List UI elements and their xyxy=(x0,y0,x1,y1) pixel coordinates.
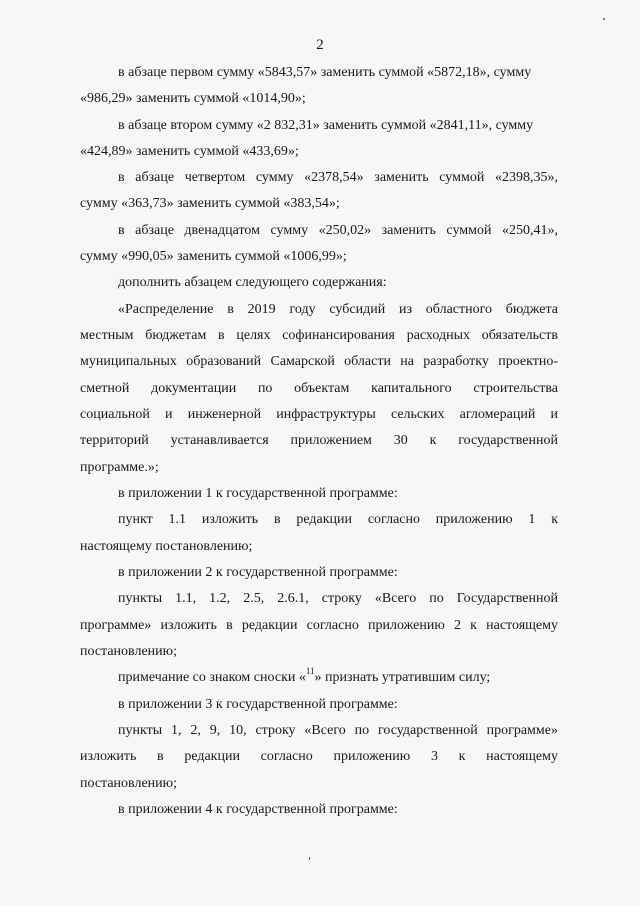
text-line: в абзаце первом сумму «5843,57» заменить суммой «5872,18», сумму xyxy=(118,65,532,80)
scan-speck xyxy=(309,857,310,860)
text-line: местным бюджетам в целях софинансирования расходных обязательств xyxy=(80,328,558,343)
text-line: в приложении 1 к государственной программе: xyxy=(118,486,398,501)
scan-speck xyxy=(603,18,605,20)
text-line: постановлению; xyxy=(80,644,178,659)
text-line: программе.»; xyxy=(80,460,159,475)
page-number: 2 xyxy=(316,37,324,53)
text-line: в приложении 4 к государственной программе: xyxy=(118,802,398,817)
text-line: пункты 1, 2, 9, 10, строку «Всего по государственной программе» xyxy=(118,723,558,738)
text-line: изложить в редакции согласно приложению 3 к настоящему xyxy=(80,749,558,764)
text-line: пункт 1.1 изложить в редакции согласно приложению 1 к xyxy=(118,512,558,527)
text-line: социальной и инженерной инфраструктуры сельских агломераций и xyxy=(80,407,558,422)
footnote-text-line xyxy=(118,666,558,687)
text-line: пункты 1.1, 1.2, 2.5, 2.6.1, строку «Всего по Государственной xyxy=(118,591,558,606)
text-line: территорий устанавливается приложением 30 к государственной xyxy=(80,433,558,448)
text-line: настоящему постановлению; xyxy=(80,539,253,554)
footnote-text-before: примечание со знаком сноски « xyxy=(118,670,306,685)
text-line: в абзаце четвертом сумму «2378,54» заменить суммой «2398,35», xyxy=(118,170,558,185)
text-line: сумму «990,05» заменить суммой «1006,99»; xyxy=(80,249,347,264)
text-line: сумму «363,73» заменить суммой «383,54»; xyxy=(80,196,340,211)
text-line: муниципальных образований Самарской области на разработку проектно- xyxy=(80,354,558,369)
text-line: дополнить абзацем следующего содержания: xyxy=(118,275,387,290)
text-line: в приложении 3 к государственной программе: xyxy=(118,697,398,712)
text-line: «Распределение в 2019 году субсидий из областного бюджета xyxy=(118,302,558,317)
text-line: «424,89» заменить суммой «433,69»; xyxy=(80,144,299,159)
text-line: программе» изложить в редакции согласно приложению 2 к настоящему xyxy=(80,618,558,633)
text-line: в абзаце втором сумму «2 832,31» заменить суммой «2841,11», сумму xyxy=(118,118,534,133)
footnote-mark: 11 xyxy=(305,666,315,677)
text-line: сметной документации по объектам капитального строительства xyxy=(80,381,558,396)
text-line: «986,29» заменить суммой «1014,90»; xyxy=(80,91,306,106)
text-line: в абзаце двенадцатом сумму «250,02» заменить суммой «250,41», xyxy=(118,223,558,238)
text-line: постановлению; xyxy=(80,776,178,791)
footnote-text-after: » признать утратившим силу; xyxy=(314,670,491,685)
text-line: в приложении 2 к государственной программе: xyxy=(118,565,398,580)
